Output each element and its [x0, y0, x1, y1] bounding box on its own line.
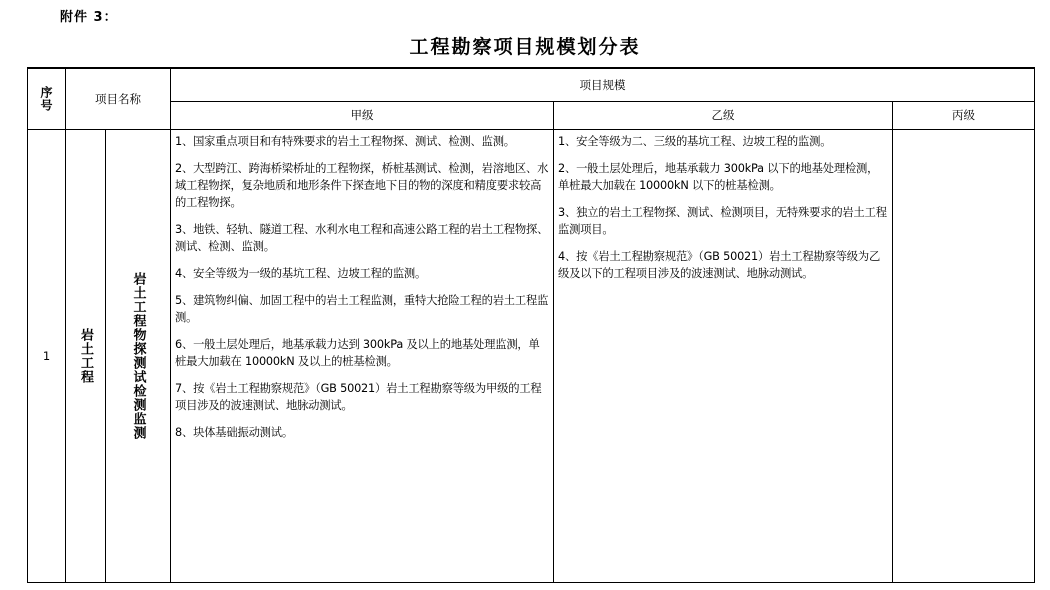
grade-a-item: 4、安全等级为一级的基坑工程、边坡工程的监测。: [175, 266, 427, 280]
header-grade-c-label: 丙级: [952, 108, 976, 122]
header-grade-c: [893, 101, 1035, 129]
row-subcategory-label: 岩土工程物探测试检测监测: [130, 271, 146, 440]
header-serial-label: 序号: [39, 85, 53, 112]
grade-a-item: 5、建筑物纠偏、加固工程中的岩土工程监测，重特大抢险工程的岩土工程监测。: [175, 293, 549, 324]
header-project-name: [66, 68, 171, 129]
header-serial: [28, 68, 66, 129]
grade-b-item: 3、独立的岩土工程物探、测试、检测项目，无特殊要求的岩土工程监测项目。: [558, 205, 887, 236]
grade-a-item: 1、国家重点项目和有特殊要求的岩土工程物探、测试、检测、监测。: [175, 134, 515, 148]
grade-a-item: 7、按《岩土工程勘察规范》（GB 50021）岩土工程勘察等级为甲级的工程项目涉及的波速测试、地脉动测试。: [175, 381, 542, 412]
grade-a-item: 2、大型跨江、跨海桥梁桥址的工程物探，桥桩基测试、检测，岩溶地区、水域工程物探，复杂地质和地形条件下探查地下目的物的深度和精度要求较高的工程物探。: [175, 161, 549, 209]
header-project-name-label: 项目名称: [95, 91, 141, 106]
scale-classification-table: [27, 67, 1035, 583]
header-grade-a: [171, 101, 554, 129]
grade-b-item: 4、按《岩土工程勘察规范》（GB 50021）岩土工程勘察等级为乙级及以下的工程项目涉及的波速测试、地脉动测试。: [558, 249, 881, 280]
grade-b-item: 1、安全等级为二、三级的基坑工程、边坡工程的监测。: [558, 134, 832, 148]
grade-b-cell: [554, 129, 893, 583]
header-project-scale-label: 项目规模: [579, 77, 626, 92]
row-serial: 1: [28, 129, 66, 583]
grade-a-item: 3、地铁、轻轨、隧道工程、水利水电工程和高速公路工程的岩土工程物探、测试、检测、监测。: [175, 222, 549, 253]
page-title: 工程勘察项目规模划分表: [409, 36, 641, 58]
attachment-label: 附件 3：: [60, 10, 118, 25]
header-project-scale: [171, 68, 1035, 101]
grade-c-cell: [893, 129, 1035, 583]
grade-b-item: 2、一般土层处理后，地基承载力 300kPa 以下的地基处理检测，单桩最大加载在 10000kN 以下的桩基检测。: [558, 161, 879, 192]
row-category-label: 岩土工程: [78, 327, 93, 384]
grade-a-item: 6、一般土层处理后，地基承载力达到 300kPa 及以上的地基处理监测，单桩最大加载在 10000kN 及以上的桩基检测。: [175, 337, 540, 368]
grade-a-item: 8、块体基础振动测试。: [175, 425, 293, 439]
row-subcategory: [106, 129, 171, 583]
header-grade-b-label: 乙级: [711, 108, 735, 122]
header-grade-a-label: 甲级: [350, 108, 374, 122]
header-grade-b: [554, 101, 893, 129]
row-category: [66, 129, 106, 583]
grade-a-cell: [171, 129, 554, 583]
